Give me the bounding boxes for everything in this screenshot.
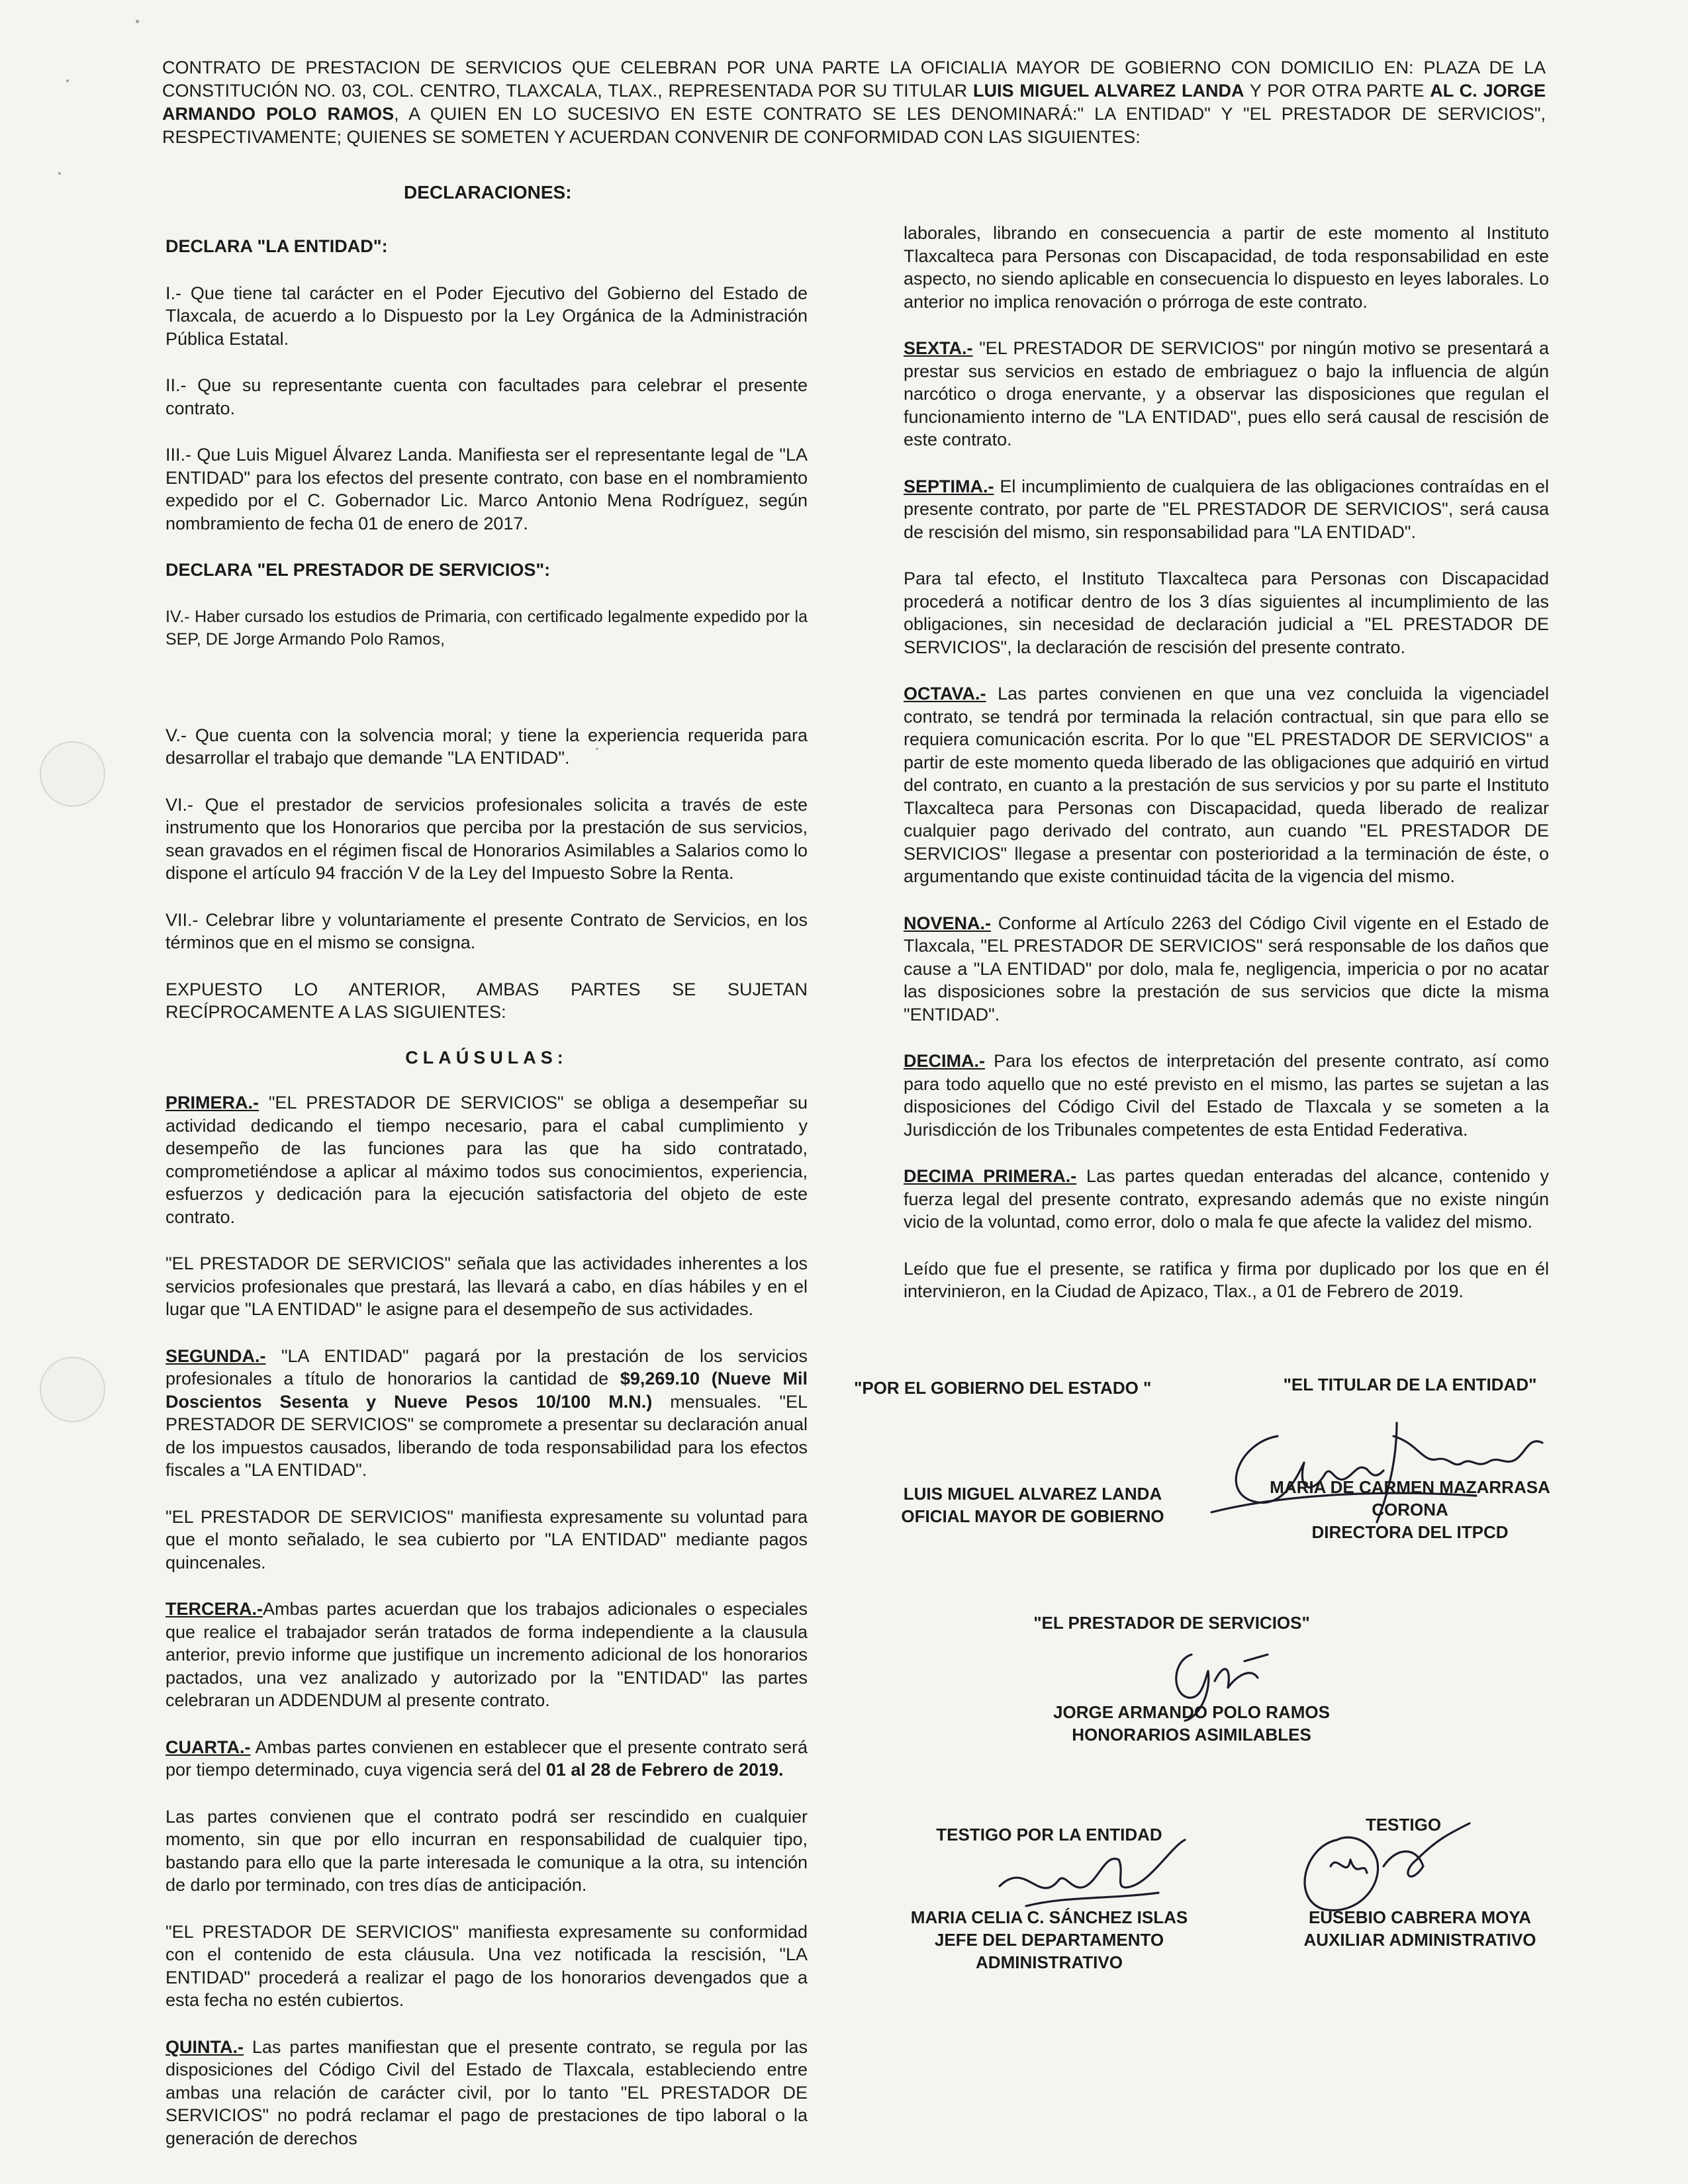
declara-prestador-heading: DECLARA "EL PRESTADOR DE SERVICIOS": xyxy=(165,560,551,580)
clausula-text: "LA ENTIDAD" pagará por la prestación de los servicios profesionales a título de honorarios la cantidad de xyxy=(165,1345,808,1388)
clausula-label: TERCERA.- xyxy=(165,1599,263,1619)
clausula-label: OCTAVA.- xyxy=(904,684,986,704)
clausula-cuarta xyxy=(165,1736,808,1782)
clausula-segunda-c: "EL PRESTADOR DE SERVICIOS" manifiesta expresamente su voluntad para que el monto señalado, le sea cubierto por "LA ENTIDAD" mediante pagos quincenales. xyxy=(165,1506,808,1572)
clausula-decima xyxy=(904,1050,1549,1141)
clausula-label: SEGUNDA.- xyxy=(165,1345,266,1366)
declaracion-iv: IV.- Haber cursado los estudios de Primaria, con certificado legalmente expedido por la SEP, DE Jorge Armando Polo Ramos, xyxy=(165,607,808,649)
preamble-text: , A QUIEN EN LO SUCESIVO EN ESTE CONTRATO SE LES DENOMINARÁ:" LA ENTIDAD" Y "EL PRESTADOR DE SERVICIOS", RESPECTIVAMENTE; QUIENES SE SOMETEN Y ACUERDAN CONVENIR DE CONFORMIDAD CON LAS SIGUIENTES: xyxy=(162,104,1546,147)
declaracion-vii: VII.- Celebrar libre y voluntariamente el presente Contrato de Servicios, en los términos que en el mismo se consigna. xyxy=(165,909,808,952)
signer-role: DIRECTORA DEL ITPCD xyxy=(1311,1522,1509,1542)
signer-name: MARIA CELIA C. SÁNCHEZ ISLAS xyxy=(910,1907,1188,1927)
scan-speck xyxy=(136,20,139,23)
signer-role: HONORARIOS ASIMILABLES xyxy=(1072,1725,1311,1745)
clausula-text: Para los efectos de interpretación del presente contrato, así como para todo aquello que no esté previsto en el mismo, las partes se sujetan a las disposiciones del Código Civil del Estado de Tlaxcala y se someten a la Jurisdicción de los Tribunales competentes de esta Entidad Federativa. xyxy=(904,1051,1549,1140)
clausula-text: "EL PRESTADOR DE SERVICIOS" por ningún motivo se presentará a prestar sus servicios en estado de embriaguez o bajo la influencia de algún narcótico o droga enervante, y a observar las disposiciones que regulan el funcionamiento interno de "LA ENTIDAD", pues ello será causal de rescisión de este contrato. xyxy=(904,338,1549,449)
titular-name: LUIS MIGUEL ALVAREZ LANDA xyxy=(972,81,1244,101)
declaracion-i: I.- Que tiene tal carácter en el Poder Ejecutivo del Gobierno del Estado de Tlaxcala, de acuerdo a lo Dispuesto por la Ley Orgánica de la Administración Pública Estatal. xyxy=(165,283,808,349)
contract-preamble xyxy=(162,56,1546,149)
signer-role-line2: ADMINISTRATIVO xyxy=(976,1952,1123,1972)
clausula-primera xyxy=(165,1091,808,1228)
expuesto-text: EXPUESTO LO ANTERIOR, AMBAS PARTES SE SUJETAN RECÍPROCAMENTE A LAS SIGUIENTES: xyxy=(165,979,808,1022)
preamble-text: Y POR OTRA PARTE xyxy=(1249,81,1425,101)
clausula-label: DECIMA PRIMERA.- xyxy=(904,1166,1077,1186)
punch-hole xyxy=(40,1357,105,1422)
scan-speck xyxy=(58,172,61,175)
declaracion-iii: III.- Que Luis Miguel Álvarez Landa. Manifiesta ser el representante legal de "LA ENTIDAD" para los efectos del presente contrato, con base en el nombramiento expedido por el C. Gobernador Lic. Marco Antonio Mena Rodríguez, según nombramiento de fecha 01 de enero de 2017. xyxy=(165,445,808,533)
clausula-octava xyxy=(904,682,1549,888)
scan-speck xyxy=(66,79,69,82)
clausula-septima-b: Para tal efecto, el Instituto Tlaxcalteca para Personas con Discapacidad procederá a notificar dentro de los 3 días siguientes al incumplimiento de las obligaciones, sin necesidad de declaración judicial a "EL PRESTADOR DE SERVICIOS", la declaración de rescisión del presente contrato. xyxy=(904,569,1549,657)
clausula-tercera xyxy=(165,1598,808,1712)
clausula-label: NOVENA.- xyxy=(904,913,992,933)
right-column xyxy=(904,222,1549,1303)
clausula-label: SEPTIMA.- xyxy=(904,476,994,496)
titular-heading: "EL TITULAR DE LA ENTIDAD" xyxy=(1283,1375,1537,1394)
clausula-label: DECIMA.- xyxy=(904,1051,985,1071)
clausula-text: "EL PRESTADOR DE SERVICIOS" se obliga a desempeñar su actividad dedicando el tiempo necesario, para el cabal cumplimiento y desempeño de las funciones para las que ha sido contratado, comprometiéndose a aplicar al máximo todos sus conocimientos, experiencia, esfuerzos y dedicación para la ejecución satisfactoria del objeto de este contrato. xyxy=(165,1093,808,1227)
left-column xyxy=(165,222,808,2150)
signer-name: LUIS MIGUEL ALVAREZ LANDA xyxy=(903,1484,1162,1504)
clausula-label: QUINTA.- xyxy=(165,2036,244,2057)
clausula-text: Ambas partes acuerdan que los trabajos adicionales o especiales que realice el trabajador serán tratados de forma independiente a la clausula anterior, previo informe que justifique un incremento adicional de los honorarios pactados, una vez analizado y autorizado por la "ENTIDAD" las partes celebraran un ADDENDUM al presente contrato. xyxy=(165,1599,808,1710)
clausula-cuarta-b: Las partes convienen que el contrato podrá ser rescindido en cualquier momento, sin que por ello incurran en responsabilidad de cualquier tipo, bastando para ello que la parte interesada le comunique a la otra, su intención de darlo por terminado, con tres días de anticipación. xyxy=(165,1806,808,1895)
clausula-label: PRIMERA.- xyxy=(165,1093,259,1113)
clausula-text: mensuales. "EL PRESTADOR DE SERVICIOS" se compromete a presentar su declaración anual de los impuestos causados, liberando de toda responsabilidad para los efectos fiscales a "LA ENTIDAD". xyxy=(165,1391,808,1480)
clausula-text: Las partes convienen en que una vez concluida la vigenciadel contrato, se tendrá por terminada la relación contractual, sin que para ello se requiera comunicación escrita. Por lo que "EL PRESTADOR DE SERVICIOS" a partir de este momento queda liberado de las obligaciones que adquirió en virtud del contrato, en cuanto a la prestación de sus servicios y por su parte el Instituto Tlaxcalteca para Personas con Discapacidad, queda liberado de realizar cualquier pago derivado del contrato, aun cuando "EL PRESTADOR DE SERVICIOS" llegase a presentar con posterioridad a la terminación de éste, o argumentando que existe continuidad tácita de la vigencia del mismo. xyxy=(904,684,1549,886)
declaracion-ii: II.- Que su representante cuenta con facultades para celebrar el presente contrato. xyxy=(165,375,808,418)
titular-signer xyxy=(1244,1476,1575,1543)
preamble-text: CONTRATO DE PRESTACION DE SERVICIOS QUE CELEBRAN POR UNA PARTE LA OFICIALIA MAYOR DE GOBIERNO CON DOMICILIO EN: PLAZA DE LA CONSTITUCIÓN NO. 03, COL. CENTRO, TLAXCALA, TLAX., REPRESENTADA POR SU TITULAR xyxy=(162,58,1546,101)
testigo-signer xyxy=(1281,1906,1559,1951)
clausula-sexta xyxy=(904,337,1549,451)
clausulas-title: CLAÚSULAS: xyxy=(405,1047,568,1068)
punch-hole xyxy=(40,741,105,807)
signer-role: JEFE DEL DEPARTAMENTO xyxy=(934,1930,1164,1950)
vigencia-dates: 01 al 28 de Febrero de 2019. xyxy=(545,1760,784,1780)
prestador-signer xyxy=(1033,1701,1350,1746)
signer-role: AUXILIAR ADMINISTRATIVO xyxy=(1303,1930,1536,1950)
clausula-label: SEXTA.- xyxy=(904,338,973,358)
clausula-septima xyxy=(904,475,1549,544)
signer-role: OFICIAL MAYOR DE GOBIERNO xyxy=(901,1506,1164,1526)
declaracion-vi: VI.- Que el prestador de servicios profesionales solicita a través de este instrumento que los Honorarios que perciba por la prestación de sus servicios, sean gravados en el régimen fiscal de Honorarios Asimilables a Salarios como lo dispone el artículo 94 fracción V de la Ley del Impuesto Sobre la Renta. xyxy=(165,794,808,883)
closing-statement: Leído que fue el presente, se ratifica y firma por duplicado por los que en él intervinieron, en la Ciudad de Apizaco, Tlax., a 01 de Febrero de 2019. xyxy=(904,1258,1549,1301)
testigo-heading: TESTIGO xyxy=(1365,1815,1442,1835)
clausula-cuarta-c: "EL PRESTADOR DE SERVICIOS" manifiesta expresamente su conformidad con el contenido de esta cláusula. Una vez notificada la rescisión, "LA ENTIDAD" procederá a realizar el pago de los honorarios devengados que a esta fecha no estén cubiertos. xyxy=(165,1921,808,2010)
testigo-entidad-heading: TESTIGO POR LA ENTIDAD xyxy=(936,1825,1162,1844)
clausula-text: Las partes manifiestan que el presente contrato, se regula por las disposiciones del Código Civil del Estado de Tlaxcala, estableciendo entre ambas una relación de carácter civil, por lo tanto "EL PRESTADOR DE SERVICIOS" no podrá reclamar el pago de prestaciones de tipo laboral o la generación de derechos xyxy=(165,2036,808,2148)
payment-amount: $9,269.10 (Nueve Mil Doscientos Sesenta y Nueve Pesos 10/100 M.N.) xyxy=(165,1369,808,1412)
signer-name: MARIA DE CARMEN MAZARRASA xyxy=(1270,1477,1550,1497)
clausula-quinta-cont: laborales, librando en consecuencia a partir de este momento al Instituto Tlaxcalteca para Personas con Discapacidad, de toda responsabilidad en este aspecto, no siendo aplicable en consecuencia lo dispuesto en leyes laborales. Lo anterior no implica renovación o prórroga de este contrato. xyxy=(904,223,1549,312)
clausula-label: CUARTA.- xyxy=(165,1737,251,1757)
clausula-decima-primera xyxy=(904,1165,1549,1234)
gobierno-signer xyxy=(900,1482,1165,1527)
prestador-name: AL C. JORGE ARMANDO POLO RAMOS xyxy=(162,81,1546,124)
signer-name-line2: CORONA xyxy=(1372,1500,1448,1520)
signer-name: JORGE ARMANDO POLO RAMOS xyxy=(1053,1702,1330,1722)
declara-entidad-heading: DECLARA "LA ENTIDAD": xyxy=(165,236,388,256)
clausula-novena xyxy=(904,912,1549,1026)
declaraciones-title: DECLARACIONES: xyxy=(404,182,572,203)
declaracion-v: V.- Que cuenta con la solvencia moral; y tiene la experiencia requerida para desarrollar el trabajo que demande "LA ENTIDAD". xyxy=(165,725,808,768)
signer-name: EUSEBIO CABRERA MOYA xyxy=(1308,1907,1532,1927)
clausula-text: Ambas partes convienen en establecer que el presente contrato será por tiempo determinado, cuya vigencia será del xyxy=(165,1737,808,1780)
testigo-entidad-signer xyxy=(884,1906,1215,1974)
clausula-text: Conforme al Artículo 2263 del Código Civil vigente en el Estado de Tlaxcala, "EL PRESTADOR DE SERVICIOS" será responsable de los daños que cause a "LA ENTIDAD" por dolo, mala fe, negligencia, impericia o por no acatar las disposiciones sobre la prestación de sus servicios que dicte la misma "ENTIDAD". xyxy=(904,913,1549,1024)
clausula-primera-b: "EL PRESTADOR DE SERVICIOS" señala que las actividades inherentes a los servicios profesionales que prestará, las llevará a cabo, en días hábiles y en el lugar que "LA ENTIDAD" le asigne para el desempeño de sus actividades. xyxy=(165,1253,808,1319)
prestador-heading: "EL PRESTADOR DE SERVICIOS" xyxy=(1033,1613,1310,1633)
clausula-quinta xyxy=(165,2036,808,2150)
gobierno-heading: "POR EL GOBIERNO DEL ESTADO " xyxy=(854,1378,1152,1398)
clausula-segunda xyxy=(165,1345,808,1482)
clausula-text: El incumplimiento de cualquiera de las obligaciones contraídas en el presente contrato, por parte de "EL PRESTADOR DE SERVICIOS", será causa de rescisión del mismo, sin responsabilidad para "LA ENTIDAD". xyxy=(904,476,1549,542)
clausula-text: Las partes quedan enteradas del alcance, contenido y fuerza legal del presente contrato, expresando además que no existe ningún vicio de la voluntad, como error, dolo o mala fe que afecte la validez del mismo. xyxy=(904,1166,1550,1232)
